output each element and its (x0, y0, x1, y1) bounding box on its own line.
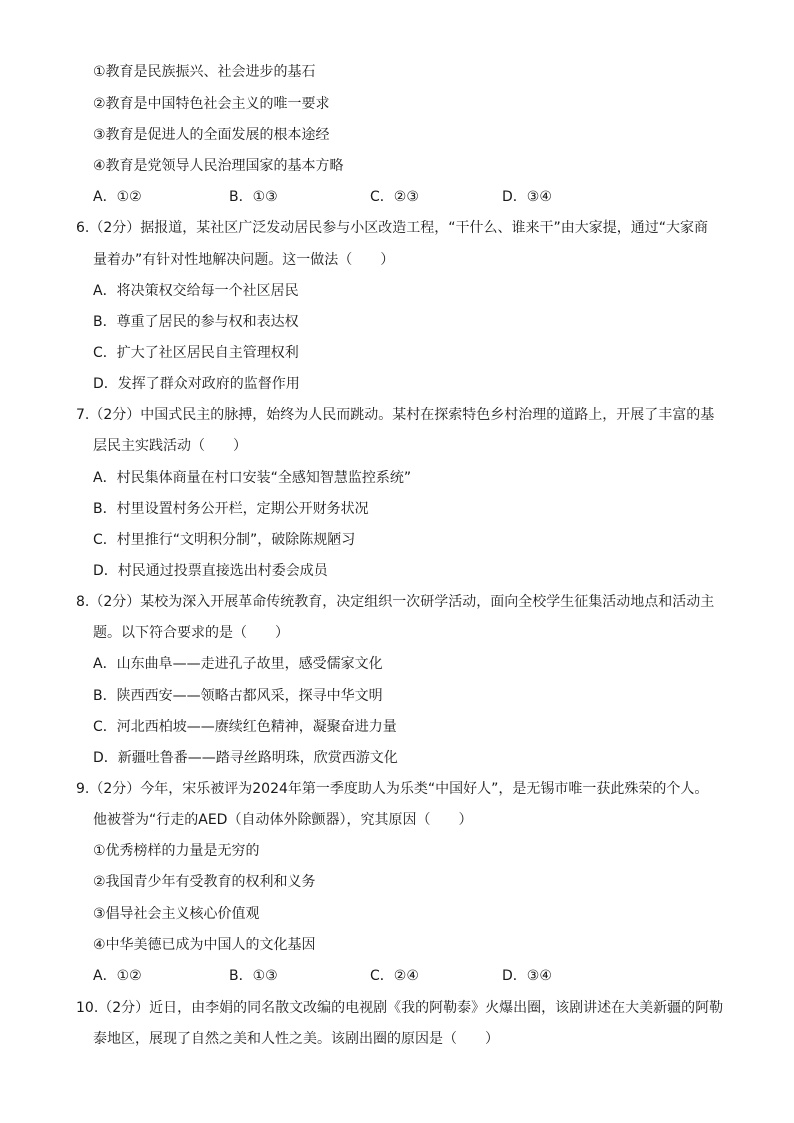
q9-stem-line-1: 9.（2分）今年，宋乐被评为2024年第一季度助人为乐类“中国好人”，是无锡市唯一获此殊荣的个人。 (76, 781, 709, 797)
q7-option-c[interactable]: C．村里推行“文明积分制”，破除陈规陋习 (93, 532, 356, 548)
q5-option-c[interactable]: C．②③ (370, 189, 419, 205)
q5-option-a[interactable]: A．①② (93, 189, 142, 205)
q9-item-4: ④中华美德已成为中国人的文化基因 (93, 937, 316, 953)
q8-option-b[interactable]: B．陕西西安——领略古都风采，探寻中华文明 (93, 688, 383, 704)
q5-option-b[interactable]: B．①③ (229, 189, 278, 205)
q8-option-d[interactable]: D．新疆吐鲁番——踏寻丝路明珠，欣赏西游文化 (93, 750, 398, 766)
q7-option-b[interactable]: B．村里设置村务公开栏，定期公开财务状况 (93, 501, 369, 517)
q9-item-1: ①优秀榜样的力量是无穷的 (93, 843, 260, 859)
q8-option-a[interactable]: A．山东曲阜——走进孔子故里，感受儒家文化 (93, 656, 383, 672)
q5-item-2: ②教育是中国特色社会主义的唯一要求 (93, 96, 330, 112)
q9-option-d[interactable]: D．③④ (502, 968, 552, 984)
q10-stem-line-1: 10.（2分）近日，由李娟的同名散文改编的电视剧《我的阿勒泰》火爆出圈，该剧讲述在大美新疆的阿勒 (76, 1000, 724, 1016)
q6-option-a[interactable]: A．将决策权交给每一个社区居民 (93, 283, 299, 299)
q8-stem-line-2: 题。以下符合要求的是（ ） (93, 625, 289, 641)
q10-stem-line-2: 泰地区，展现了自然之美和人性之美。该剧出圈的原因是（ ） (93, 1031, 499, 1047)
q6-option-d[interactable]: D．发挥了群众对政府的监督作用 (93, 376, 300, 392)
q5-item-4: ④教育是党领导人民治理国家的基本方略 (93, 158, 344, 174)
q8-option-c[interactable]: C．河北西柏坡——赓续红色精神，凝聚奋进力量 (93, 719, 397, 735)
q5-item-3: ③教育是促进人的全面发展的根本途经 (93, 127, 330, 143)
q9-item-3: ③倡导社会主义核心价值观 (93, 906, 260, 922)
q6-stem-line-1: 6.（2分）据报道，某社区广泛发动居民参与小区改造工程，“干什么、谁来干”由大家提，通过“大家商 (76, 220, 709, 236)
q7-stem-line-1: 7.（2分）中国式民主的脉搏，始终为人民而跳动。某村在探索特色乡村治理的道路上，开展了丰富的基 (76, 407, 715, 423)
q9-option-b[interactable]: B．①③ (229, 968, 278, 984)
q6-stem-line-2: 量着办”有针对性地解决问题。这一做法（ ） (93, 252, 395, 268)
q9-option-c[interactable]: C．②④ (370, 968, 419, 984)
q7-stem-line-2: 层民主实践活动（ ） (93, 438, 247, 454)
q9-stem-line-2: 他被誉为“行走的AED（自动体外除颤器），究其原因（ ） (93, 812, 473, 828)
q7-option-d[interactable]: D．村民通过投票直接选出村委会成员 (93, 563, 328, 579)
q6-option-b[interactable]: B．尊重了居民的参与权和表达权 (93, 314, 299, 330)
q7-option-a[interactable]: A．村民集体商量在村口安装“全感知智慧监控系统” (93, 470, 412, 486)
q5-option-d[interactable]: D．③④ (502, 189, 552, 205)
q6-option-c[interactable]: C．扩大了社区居民自主管理权利 (93, 345, 299, 361)
q8-stem-line-1: 8.（2分）某校为深入开展革命传统教育，决定组织一次研学活动，面向全校学生征集活动地点和活动主 (76, 594, 715, 610)
q9-option-a[interactable]: A．①② (93, 968, 142, 984)
q5-item-1: ①教育是民族振兴、社会进步的基石 (93, 64, 316, 80)
q9-item-2: ②我国青少年有受教育的权利和义务 (93, 874, 316, 890)
